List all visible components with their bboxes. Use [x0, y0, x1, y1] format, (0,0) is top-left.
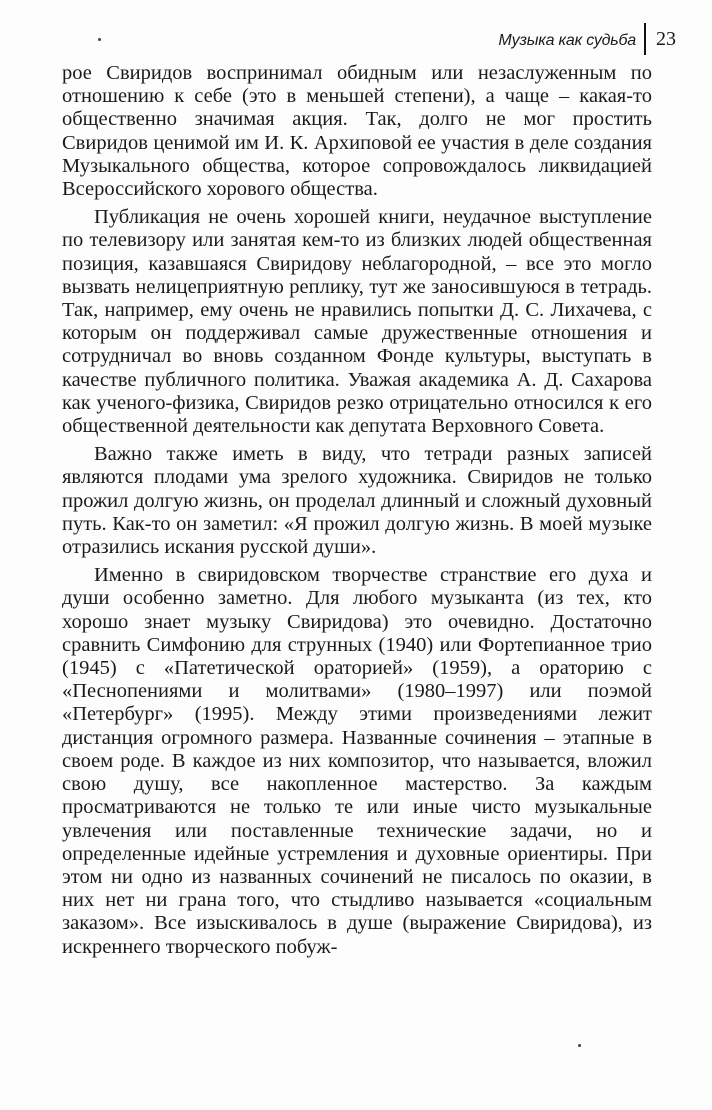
paragraph: Важно также иметь в виду, что тетради разных записей являются плодами ума зрелого художника. Свиридов не только прожил долгую жизнь, он проделал длинный и сложный духовный путь. Как-то он заметил: «Я прожил долгую жизнь. В моей музыке отразились искания русской души».	[62, 443, 652, 559]
paragraph: Именно в свиридовском творчестве странствие его духа и души особенно заметно. Для любого музыканта (из тех, кто хорошо знает музыку Свиридова) это очевидно. Достаточно сравнить Симфонию для струнных (1940) или Фортепианное трио (1945) с «Патетической ораторией» (1959), а ораторию с «Песнопениями и молитвами» (1980–1997) или поэмой «Петербург» (1995). Между этими произведениями лежит дистанция огромного размера. Названные сочинения – этапные в своем роде. В каждое из них композитор, что называется, вложил свою душу, все накопленное мастерство. За каждым просматриваются не только те или иные чисто музыкальные увлечения или поставленные технические задачи, но и определенные идейные устремления и духовные ориентиры. При этом ни одно из названных сочинений не писалось по оказии, в них нет ни грана того, что стыдливо называется «социальным заказом». Все изыскивалось в душе (выражение Свиридова), из искреннего творческого побуж-	[62, 564, 652, 958]
print-speck	[98, 38, 101, 41]
page-number: 23	[656, 27, 676, 50]
body-text	[62, 62, 652, 959]
print-speck	[578, 1044, 581, 1047]
running-title: Музыка как судьба	[498, 32, 636, 49]
paragraph: рое Свиридов воспринимал обидным или незаслуженным по отношению к себе (это в меньшей степени), а чаще – какая-то общественно значимая акция. Так, долго не мог простить Свиридов ценимой им И. К. Архиповой ее участия в деле создания Музыкального общества, которое сопровождалось ликвидацией Всероссийского хорового общества.	[62, 62, 652, 201]
paragraph: Публикация не очень хорошей книги, неудачное выступление по телевизору или занятая кем-то из близких людей общественная позиция, казавшаяся Свиридову неблагородной, – все это могло вызвать нелицеприятную реплику, тут же заносившуюся в тетрадь. Так, например, ему очень не нравились попытки Д. С. Лихачева, с которым он поддерживал самые дружественные отношения и сотрудничал во вновь созданном Фонде культуры, выступать в качестве публичного политика. Уважая академика А. Д. Сахарова как ученого-физика, Свиридов резко отрицательно относился к его общественной деятельности как депутата Верховного Совета.	[62, 206, 652, 438]
page-header	[498, 24, 676, 54]
